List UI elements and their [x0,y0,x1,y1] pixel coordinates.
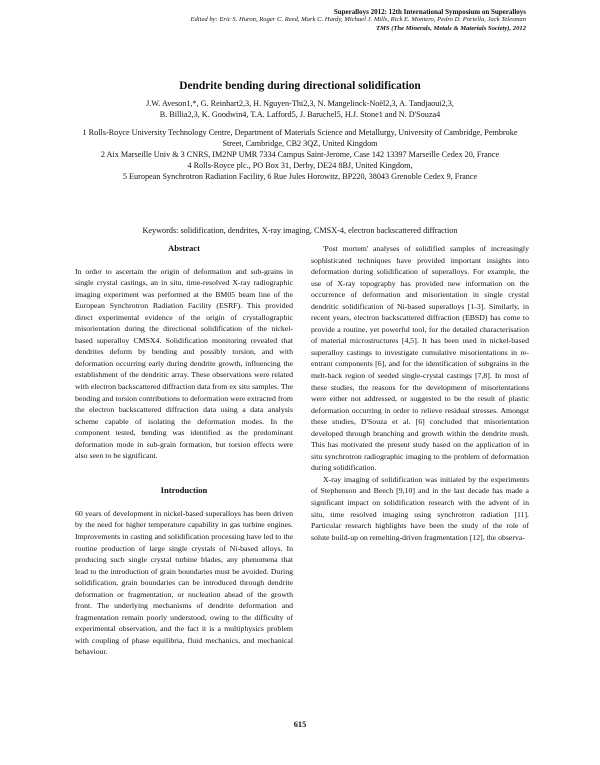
conference-line: Superalloys 2012: 12th International Symposium on Superalloys [333,8,526,16]
left-column [75,243,293,658]
abstract-heading: Abstract [168,243,200,253]
authors-line-1: J.W. Aveson1,*, G. Reinhart2,3, H. Nguyen-Thi2,3, N. Mangelinck-Noël2,3, A. Tandjaoui2,3, [146,99,454,108]
authors-line-2: B. Billia2,3, K. Goodwin4, T.A. Lafford5, J. Baruchel5, H.J. Stone1 and N. D'Souza4 [159,110,441,120]
author-list [72,98,528,121]
editors-line: Edited by: Eric S. Huron, Roger C. Reed, Mark C. Hardy, Michael J. Mills, Rick E. Montero, Pedro D. Portella, Jack Telesman [190,16,526,24]
introduction-paragraph-1: 60 years of development in nickel-based superalloys has been driven by the need for higher temperature capability in gas turbine engines. Improvements in casting and solidification processing have led to the routine production of large single crystals of Ni-based alloys. In producing such single crystal turbine blades, any phenomena that lead to the introduction of grain boundaries must be avoided. During solidification, grain boundaries can be introduced through dendrite deformation or fragmentation, or nucleation ahead of the growth front. The underlying mechanisms of dendrite deformation and fragmentation remain poorly understood, owing to the difficulty of experimental observation, and the fact it is a multiphysics problem with coupling of phase equilibria, fluid mechanics, and mechanical behaviour. [75,508,293,657]
introduction-heading: Introduction [160,484,208,495]
conference-header [56,8,526,33]
introduction-paragraph-3: X-ray imaging of solidification was initiated by the experiments of Stephenson and Beech [9,10] and in the last decade has made a significant impact on solidification research with the advent of in situ, time resolved imaging using synchrotron radiation [11]. Particular research highlights have been the study of the role of solute build-up on remelting-driven fragmentation [12], the observa- [311,474,529,542]
keywords: Keywords: solidification, dendrites, X-ray imaging, CMSX-4, electron backscattered diffraction [142,226,458,235]
paper-title: Dendrite bending during directional solidification [179,80,421,92]
affiliation-2: 2 Aix Marseille Univ & 3 CNRS, IM2NP UMR 7334 Campus Saint-Jerome, Case 142 13397 Marseille Cedex 20, France [100,150,500,159]
affiliation-3: 4 Rolls-Royce plc., PO Box 31, Derby, DE24 8BJ, United Kingdom, [187,161,413,170]
right-column [311,243,529,543]
publisher-line: TMS (The Minerals, Metals & Materials Society), 2012 [375,24,526,32]
affiliation-4: 5 European Synchrotron Radiation Facility, 6 Rue Jules Horowitz, BP220, 38043 Grenoble Cedex 9, France [122,172,478,181]
introduction-paragraph-2: 'Post mortem' analyses of solidified samples of increasingly sophisticated techniques have provided important insights into deformation during solidification of superalloys. For example, the use of X-ray topography has provided new information on the occurrence of deformation and misorientation in single crystal dendritic solidification of Ni-based superalloys [1-3]. Similarly, in recent years, electron backscattered diffraction (EBSD) has come to provide a routine, yet powerful tool, for the detailed characterisation of material microstructures [4,5]. It has been used in nickel-based superalloy castings to investigate cumulative misorientations in re-entrant components [6], and for the identification of subgrains in the melt-back region of seeded single-crystal castings [7,8]. In most of these studies, the reasons for the development of misorientations were either not addressed, or suggested to be the result of plastic deformation occurring in order to relieve residual stresses. Amongst these studies, D'Souza et al. [6] concluded that misorientation developed through branching and growth within the dendrite mush. This has motivated the present study based on the application of in situ synchrotron radiographic imaging to the problem of deformation during solidification. [311,244,529,473]
abstract-text: In order to ascertain the origin of deformation and sub-grains in single crystal castings, an in situ, time-resolved X-ray radiographic imaging experiment was performed at the BM05 beam line of the European Synchrotron Radiation Facility (ESRF). This provided direct experimental evidence of the origin of crystallographic misorientation during the directional solidification of the nickel-based superalloy CMSX4. Solidification monitoring revealed that dendrites deform by bending and possibly torsion, and with deformation occurring early during dendrite growth, influencing the establishment of the dendritic array. These observations were related with electron backscattered diffraction data from ex situ samples. The bending and torsion contributions to deformation were extracted from the electron backscattered diffraction data using a data analysis scheme capable of isolating the deformation modes. In the component tested, bending was identified as the predominant deformation mode in sub-grain formation, but torsion effects were also seen to be significant. [75,266,293,461]
page-number: 615 [293,720,307,729]
affiliations [72,127,528,182]
affiliation-1: 1 Rolls-Royce University Technology Centre, Department of Materials Science and Metallurgy, University of Cambridge, Pembroke Street, Cambridge, CB2 3QZ, United Kingdom [82,128,518,148]
